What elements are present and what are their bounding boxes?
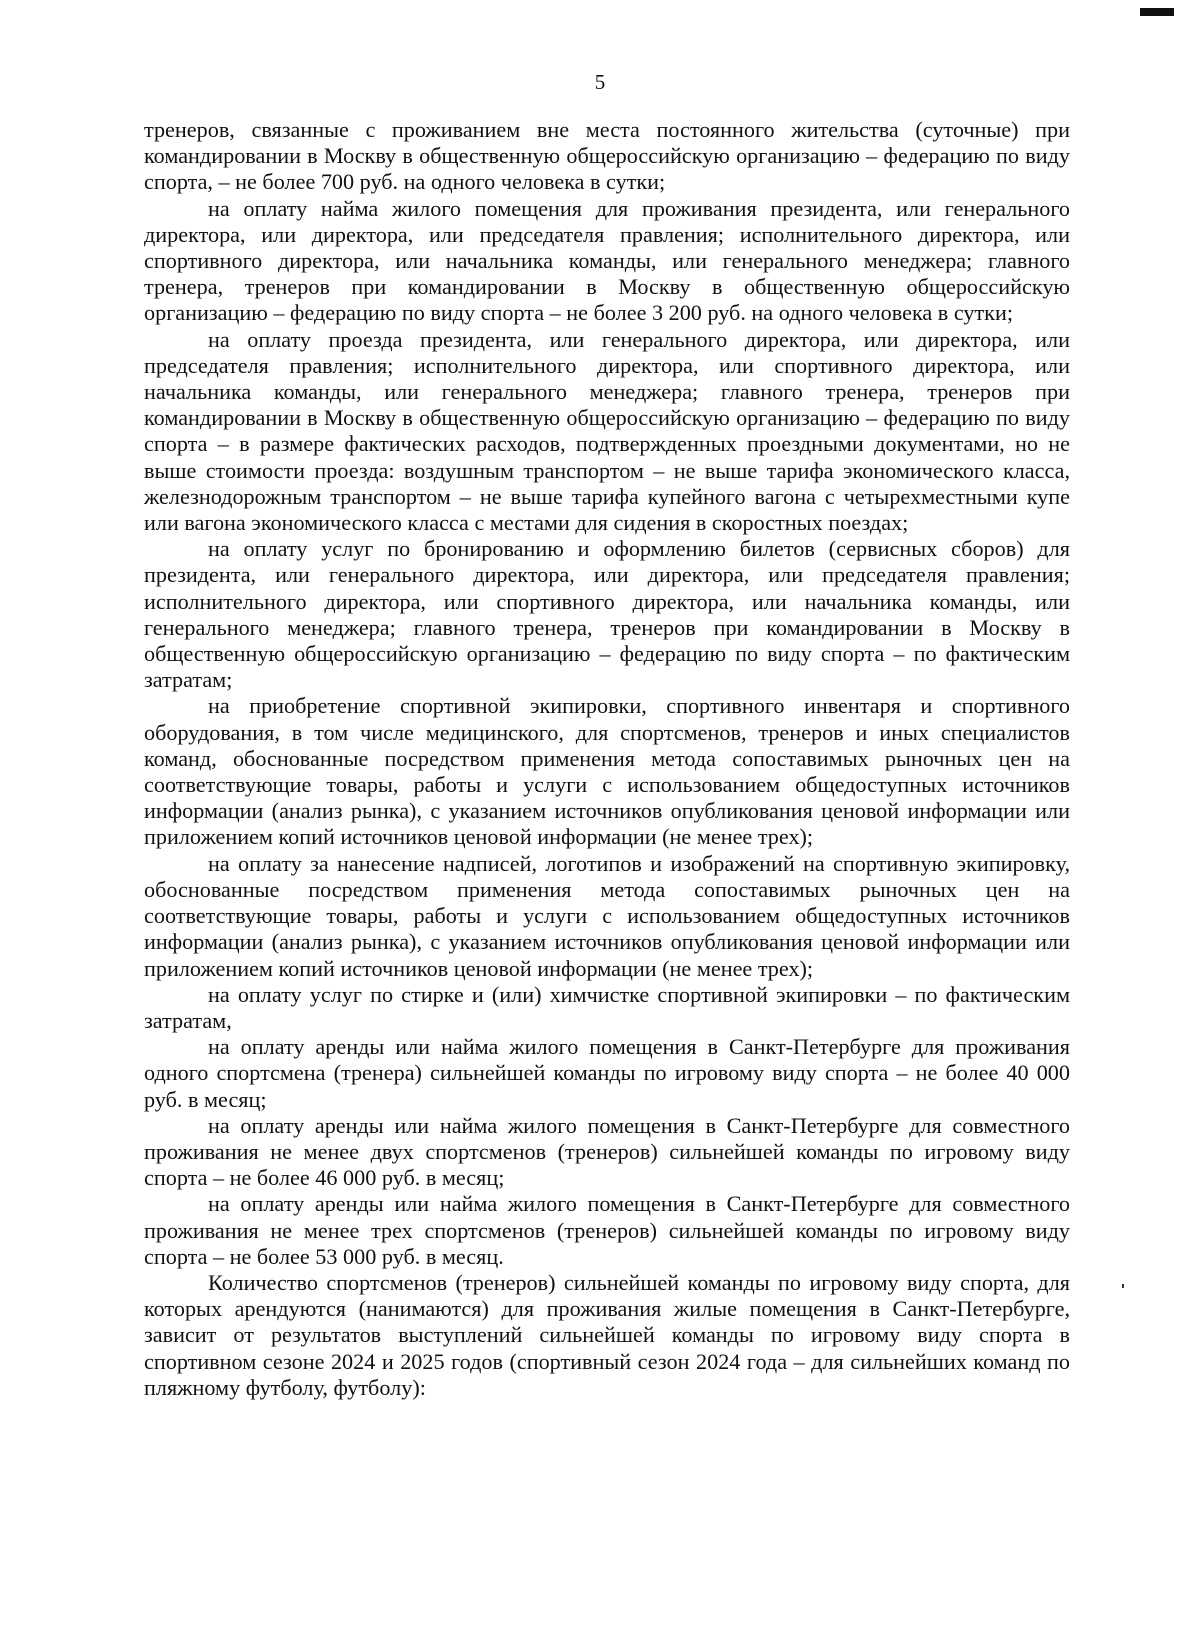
paragraph-laundry: на оплату услуг по стирке и (или) химчистке спортивной экипировки – по фактическим затратам, bbox=[144, 981, 1070, 1033]
document-body bbox=[144, 117, 1070, 1401]
paragraph-continuation: тренеров, связанные с проживанием вне места постоянного жительства (суточные) при командировании в Москву в общественную общероссийскую организацию – федерацию по виду спорта, – не более 700 руб. на одного человека в сутки; bbox=[144, 117, 1070, 195]
paragraph-athlete-count: Количество спортсменов (тренеров) сильнейшей команды по игровому виду спорта, для которых арендуются (нанимаются) для проживания жилые помещения в Санкт-Петербурге, зависит от результатов выступлений сильнейшей команды по игровому виду спорта в спортивном сезоне 2024 и 2025 годов (спортивный сезон 2024 года – для сильнейших команд по пляжному футболу, футболу): bbox=[144, 1269, 1070, 1400]
paragraph-logo-printing: на оплату за нанесение надписей, логотипов и изображений на спортивную экипировку, обоснованные посредством применения метода сопоставимых рыночных цен на соответствующие товары, работы и услуги с использованием общедоступных источников информации (анализ рынка), с указанием источников опубликования ценовой информации или приложением копий источников ценовой информации (не менее трех); bbox=[144, 850, 1070, 981]
paragraph-rent-one-athlete: на оплату аренды или найма жилого помещения в Санкт-Петербурге для проживания одного спортсмена (тренера) сильнейшей команды по игровому виду спорта – не более 40 000 руб. в месяц; bbox=[144, 1034, 1070, 1112]
scan-edge-mark bbox=[1140, 8, 1174, 16]
paragraph-sports-equipment: на приобретение спортивной экипировки, спортивного инвентаря и спортивного оборудования, в том числе медицинского, для спортсменов, тренеров и иных специалистов команд, обоснованные посредством применения метода сопоставимых рыночных цен на соответствующие товары, работы и услуги с использованием общедоступных источников информации (анализ рынка), с указанием источников опубликования ценовой информации или приложением копий источников ценовой информации (не менее трех); bbox=[144, 693, 1070, 850]
paragraph-rent-two-athletes: на оплату аренды или найма жилого помещения в Санкт-Петербурге для совместного проживания не менее двух спортсменов (тренеров) сильнейшей команды по игровому виду спорта – не более 46 000 руб. в месяц; bbox=[144, 1112, 1070, 1191]
page-number: 5 bbox=[594, 70, 606, 94]
scan-speck bbox=[1122, 1284, 1124, 1288]
paragraph-rent-three-athletes: на оплату аренды или найма жилого помещения в Санкт-Петербурге для совместного проживания не менее трех спортсменов (тренеров) сильнейшей команды по игровому виду спорта – не более 53 000 руб. в месяц. bbox=[144, 1191, 1070, 1269]
paragraph-ticket-booking: на оплату услуг по бронированию и оформлению билетов (сервисных сборов) для президента, или генерального директора, или директора, или председателя правления; исполнительного директора, или спортивного директора, или начальника команды, или генерального менеджера; главного тренера, тренеров при командировании в Москву в общественную общероссийскую организацию – федерацию по виду спорта – по фактическим затратам; bbox=[144, 536, 1070, 693]
paragraph-travel-moscow: на оплату проезда президента, или генерального директора, или директора, или председателя правления; исполнительного директора, или спортивного директора, или начальника команды, или генерального менеджера; главного тренера, тренеров при командировании в Москву в общественную общероссийскую организацию – федерацию по виду спорта – в размере фактических расходов, подтвержденных проездными документами, но не выше стоимости проезда: воздушным транспортом – не выше тарифа экономического класса, железнодорожным транспортом – не выше тарифа купейного вагона с четырехместными купе или вагона экономического класса с местами для сидения в скоростных поездах; bbox=[144, 326, 1070, 536]
paragraph-housing-moscow: на оплату найма жилого помещения для проживания президента, или генерального директора, или директора, или председателя правления; исполнительного директора, или спортивного директора, или начальника команды, или генерального менеджера; главного тренера, тренеров при командировании в Москву в общественную общероссийскую организацию – федерацию по виду спорта – не более 3 200 руб. на одного человека в сутки; bbox=[144, 195, 1070, 326]
